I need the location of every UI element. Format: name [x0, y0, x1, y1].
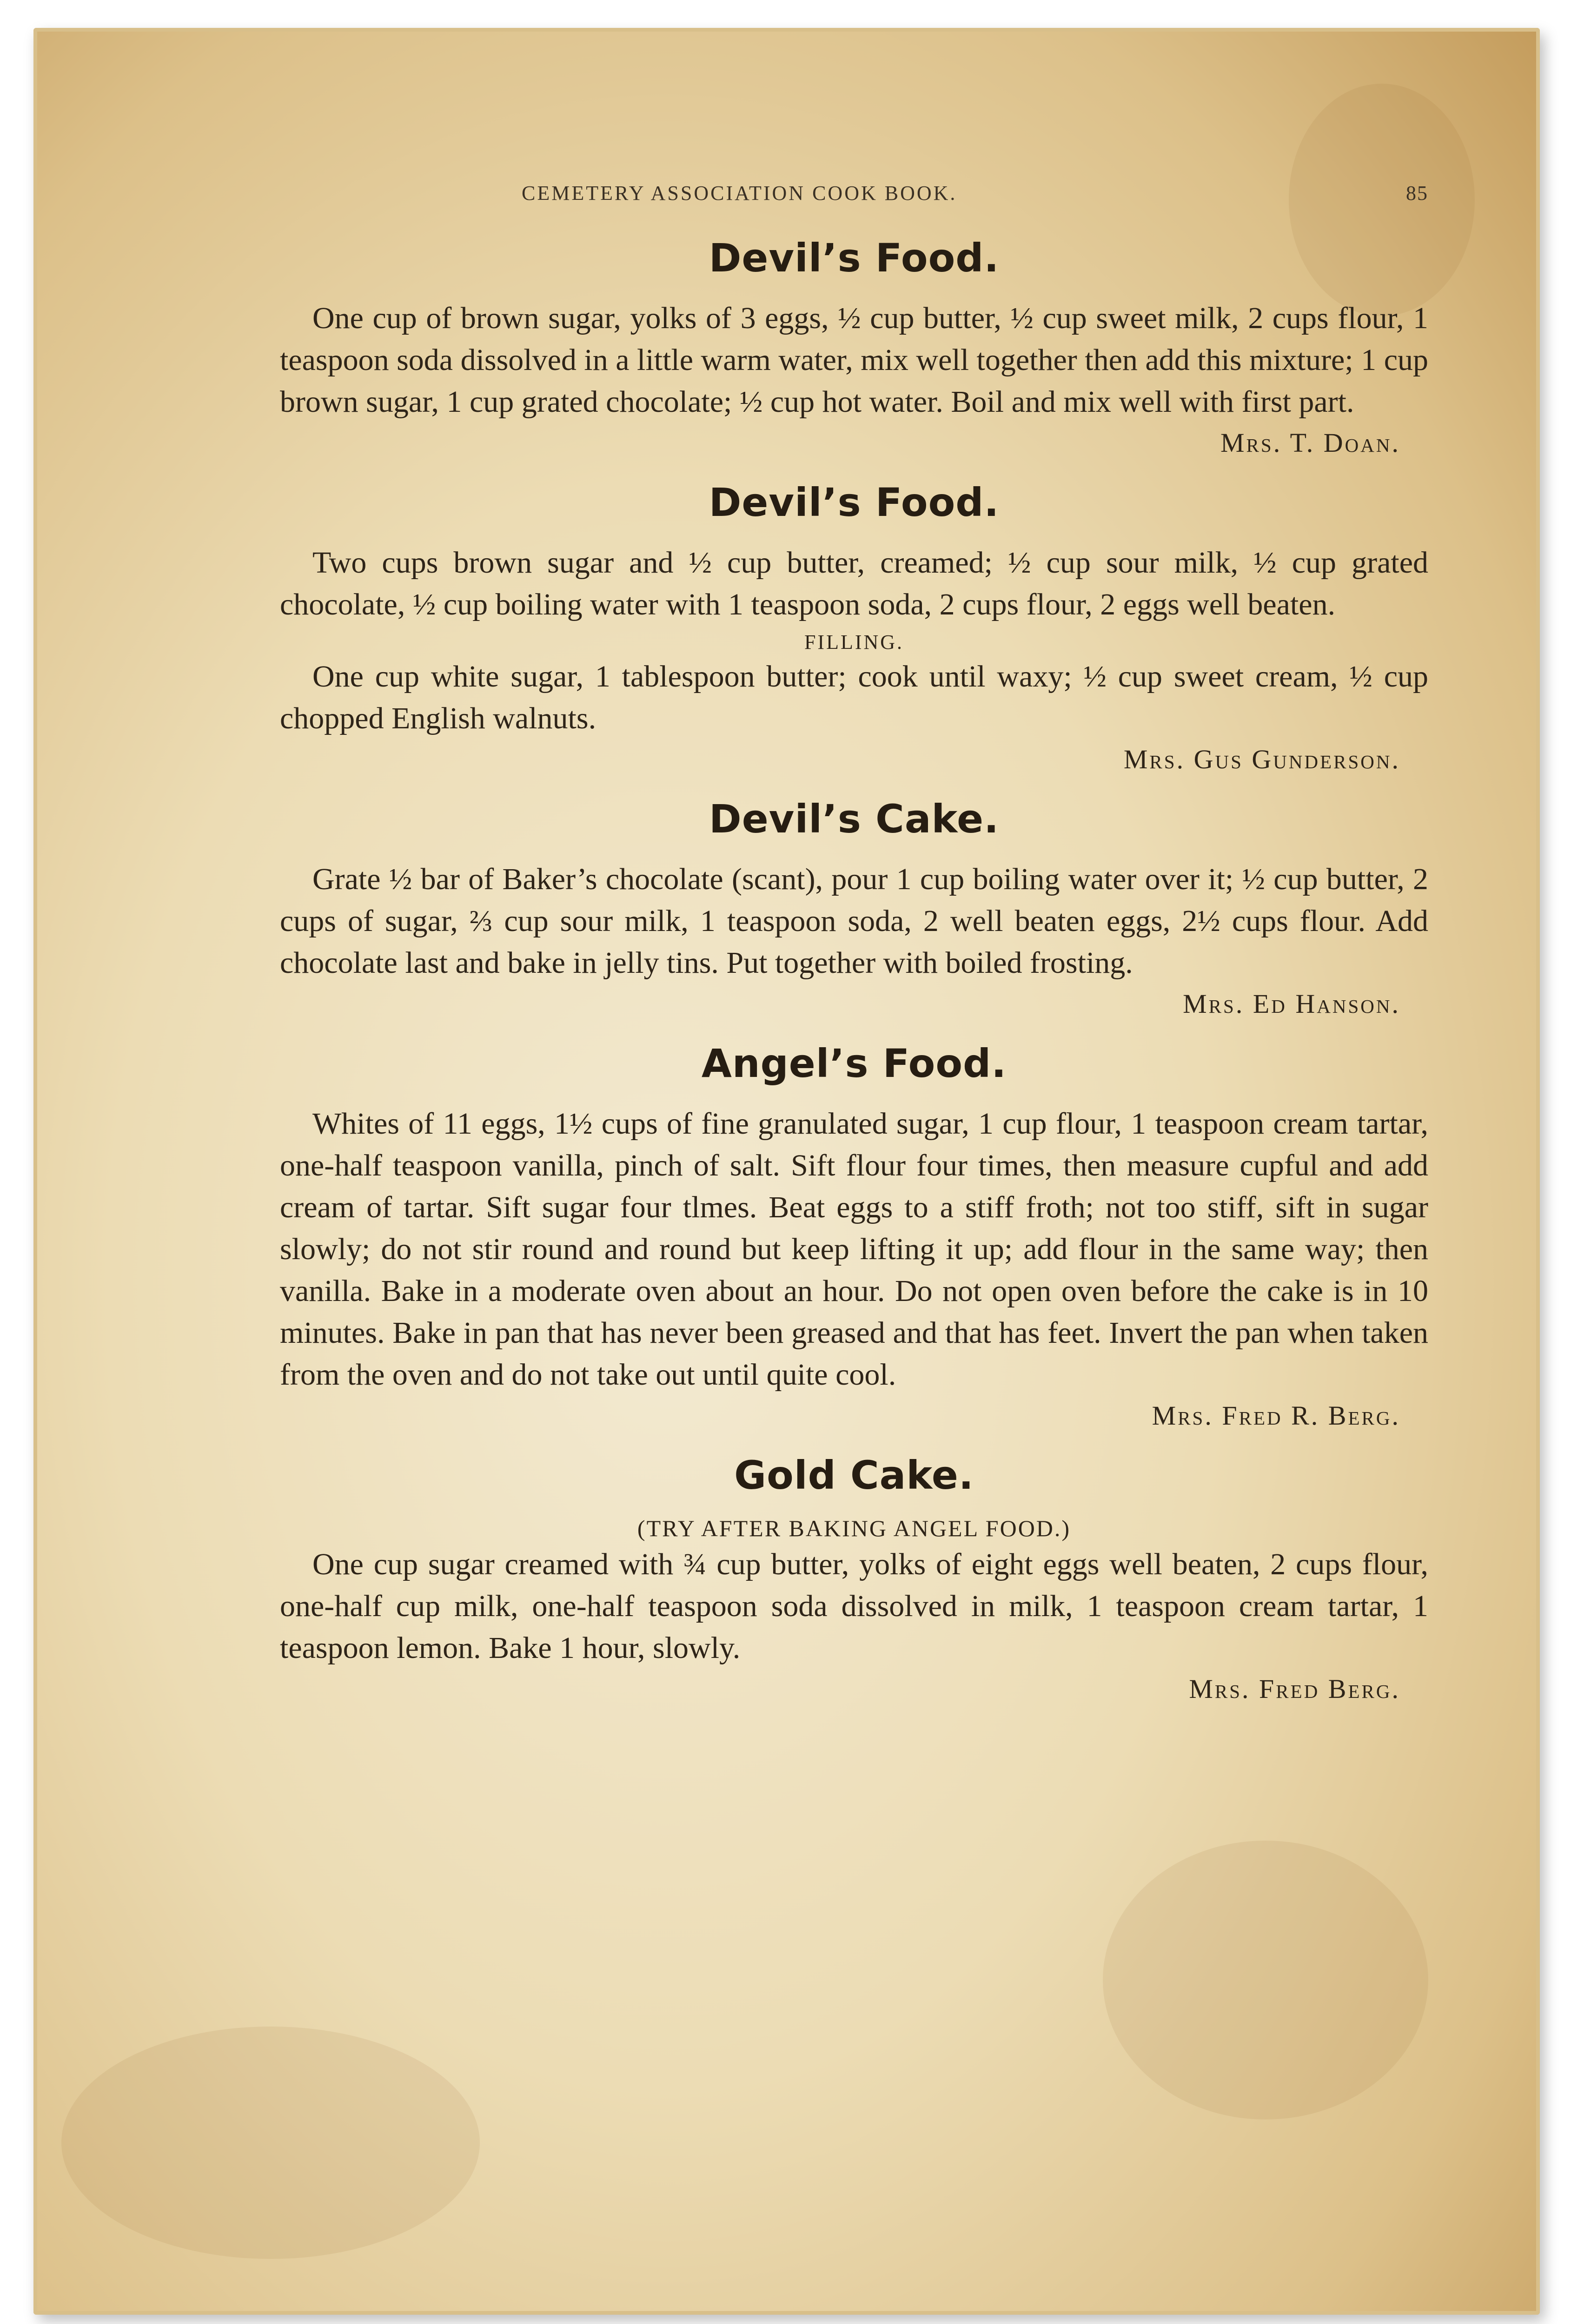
page-number: 85: [1406, 182, 1428, 205]
filling-heading: FILLING.: [804, 631, 904, 654]
recipe-text: Whites of 11 eggs, 1½ cups of fine granulated sugar, 1 cup flour, 1 teaspoon cream tartar, one-half teaspoon vanilla, pinch of salt. Sift flour four times, then measure cupful and add cream of tartar. Sift sugar four tlmes. Beat eggs to a stiff froth; not too stiff, sift in sugar slowly; do not stir round and round but keep lifting it up; add flour in the same way; then vanilla. Bake in a moderate oven about an hour. Do not open oven before the cake is in 10 minutes. Bake in pan that has never been greased and that has feet. Invert the pan when taken from the oven and do not take out until quite cool.: [280, 1107, 1428, 1392]
recipe: [280, 1041, 1428, 1436]
recipe-title: Gold Cake.: [734, 1452, 974, 1498]
filling-text: One cup white sugar, 1 tablespoon butter; cook until waxy; ½ cup sweet cream, ½ cup chopped English walnuts.: [280, 660, 1428, 735]
recipe-author: Mrs. Ed Hanson.: [1183, 989, 1400, 1019]
recipe-title: Devil’s Food.: [709, 480, 1000, 525]
recipe-author: Mrs. Gus Gunderson.: [1123, 744, 1400, 774]
recipe-author: Mrs. Fred Berg.: [1189, 1674, 1400, 1704]
recipe-text: One cup of brown sugar, yolks of 3 eggs, ½ cup butter, ½ cup sweet milk, 2 cups flour, 1 teaspoon soda dissolved in a little warm water, mix well together then add this mixture; 1 cup brown sugar, 1 cup grated chocolate; ½ cup hot water. Boil and mix well with first part.: [280, 301, 1428, 419]
recipe: [280, 796, 1428, 1024]
book-title: CEMETERY ASSOCIATION COOK BOOK.: [522, 182, 957, 205]
recipe-title: Devil’s Cake.: [709, 796, 999, 842]
page-content: [280, 181, 1428, 1709]
recipe-text: One cup sugar creamed with ¾ cup butter, yolks of eight eggs well beaten, 2 cups flour, one-half cup milk, one-half teaspoon soda dissolved in milk, 1 teaspoon cream tartar, 1 teaspoon lemon. Bake 1 hour, slowly.: [280, 1547, 1428, 1665]
recipe-title: Devil’s Food.: [709, 235, 1000, 281]
recipe-text: Two cups brown sugar and ½ cup butter, creamed; ½ cup sour milk, ½ cup grated chocolate, ½ cup boiling water with 1 teaspoon soda, 2 cups flour, 2 eggs well beaten.: [280, 546, 1428, 621]
recipe: [280, 235, 1428, 463]
running-head: [280, 181, 1428, 218]
recipe-author: Mrs. T. Doan.: [1220, 428, 1400, 458]
recipe: [280, 1452, 1428, 1709]
age-stain: [1103, 1841, 1428, 2119]
recipe-title: Angel’s Food.: [701, 1041, 1007, 1086]
recipe: [280, 480, 1428, 779]
book-page: [33, 28, 1540, 2315]
recipe-text: Grate ½ bar of Baker’s chocolate (scant), pour 1 cup boiling water over it; ½ cup butter, 2 cups of sugar, ⅔ cup sour milk, 1 teaspoon soda, 2 well beaten eggs, 2½ cups flour. Add chocolate last and bake in jelly tins. Put together with boiled frosting.: [280, 862, 1428, 980]
recipe-note: (TRY AFTER BAKING ANGEL FOOD.): [637, 1515, 1071, 1541]
recipe-author: Mrs. Fred R. Berg.: [1152, 1400, 1400, 1431]
age-stain: [61, 2027, 480, 2259]
